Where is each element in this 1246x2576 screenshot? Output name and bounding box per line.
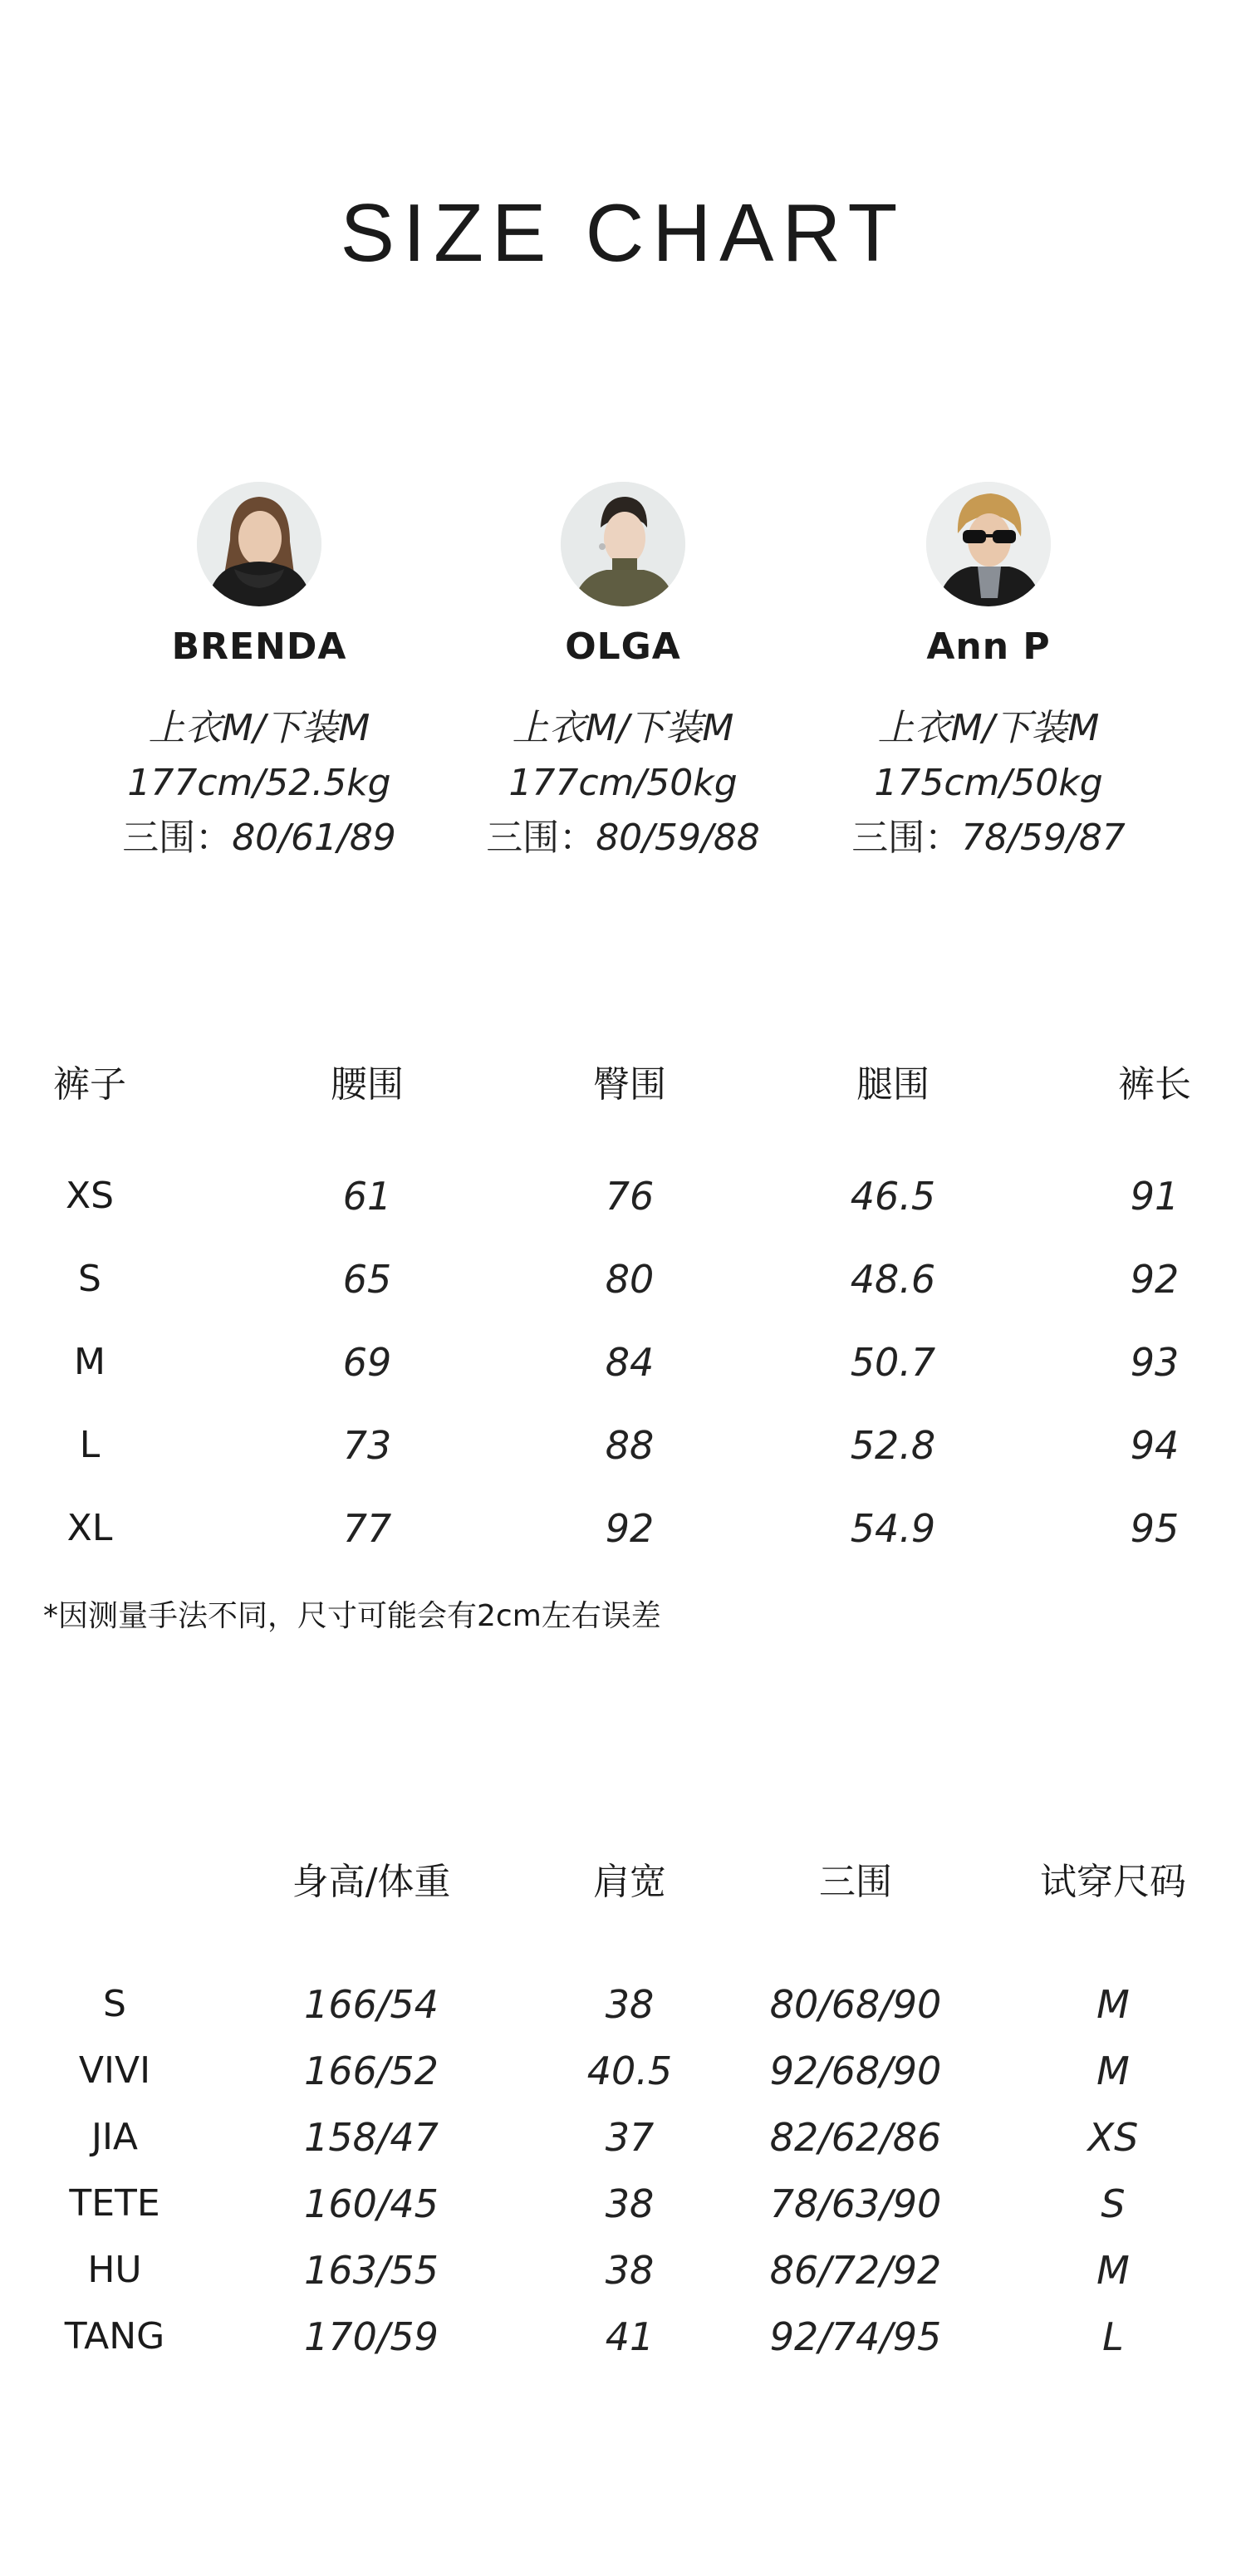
measure-label: 三围：	[851, 817, 962, 859]
model-height-weight: 175cm/50kg	[874, 762, 1103, 804]
table-cell: 77	[342, 1506, 392, 1551]
model-photo-icon	[926, 482, 1051, 606]
column-header: 试穿尺码	[1040, 1861, 1186, 1903]
table-cell: 92	[605, 1506, 655, 1551]
model-height-weight: 177cm/52.5kg	[127, 762, 391, 804]
column-header: 裤长	[1118, 1063, 1191, 1106]
model-name: OLGA	[565, 626, 681, 668]
table-cell: 92/68/90	[769, 2049, 942, 2093]
model-name: Ann P	[926, 626, 1051, 668]
table-cell: 170/59	[304, 2314, 439, 2359]
table-cell: 92	[1130, 1257, 1180, 1302]
model-photo-icon	[561, 482, 685, 606]
person-label: TANG	[64, 2315, 165, 2358]
table-cell: 84	[605, 1340, 655, 1385]
model-measurements	[76, 811, 442, 866]
model-size: 上衣M/下装M	[512, 707, 734, 749]
table-cell: 82/62/86	[769, 2115, 942, 2160]
table-cell: 37	[605, 2115, 655, 2160]
table-cell: S	[1101, 2181, 1126, 2226]
table-cell: 158/47	[304, 2115, 439, 2160]
model-measurements	[440, 811, 806, 866]
table-cell: 94	[1130, 1423, 1180, 1468]
table-cell: 69	[342, 1340, 392, 1385]
column-header: 腿围	[856, 1063, 930, 1106]
table-cell: 48.6	[850, 1257, 936, 1302]
measurement-note: *因测量手法不同，尺寸可能会有2cm左右误差	[43, 1599, 661, 1633]
page-title: SIZE CHART	[340, 187, 906, 278]
column-header: 臀围	[593, 1063, 666, 1106]
avatar	[197, 482, 321, 606]
person-label: JIA	[91, 2116, 139, 2158]
size-label: L	[79, 1424, 101, 1466]
table-cell: 38	[605, 1982, 655, 2027]
size-label: XL	[66, 1507, 113, 1549]
model-measurements	[806, 811, 1171, 866]
table-cell: 80	[605, 1257, 655, 1302]
table-cell: M	[1096, 1982, 1130, 2027]
table-cell: XS	[1087, 2115, 1139, 2160]
table-cell: 46.5	[850, 1174, 936, 1219]
table-cell: 86/72/92	[769, 2248, 942, 2293]
table-cell: 166/54	[304, 1982, 439, 2027]
column-header: 身高/体重	[292, 1861, 451, 1903]
table-cell: 163/55	[304, 2248, 439, 2293]
table-cell: 65	[342, 1257, 392, 1302]
table-cell: M	[1096, 2049, 1130, 2093]
person-label: VIVI	[78, 2049, 151, 2092]
person-label: TETE	[69, 2182, 160, 2225]
column-header: 腰围	[331, 1063, 404, 1106]
table-cell: M	[1096, 2248, 1130, 2293]
model-card-olga	[440, 482, 806, 866]
table-cell: L	[1102, 2314, 1124, 2359]
measure-value: 78/59/87	[961, 817, 1126, 859]
table-cell: 80/68/90	[769, 1982, 942, 2027]
table-cell: 78/63/90	[769, 2181, 942, 2226]
table-cell: 76	[605, 1174, 655, 1219]
measure-value: 80/59/88	[596, 817, 760, 859]
column-header: 三围	[819, 1861, 892, 1903]
measure-label: 三围：	[122, 817, 233, 859]
table-cell: 38	[605, 2181, 655, 2226]
table-cell: 50.7	[850, 1340, 936, 1385]
table-cell: 52.8	[850, 1423, 936, 1468]
table-cell: 93	[1130, 1340, 1180, 1385]
column-header: 裤子	[53, 1063, 126, 1106]
table-cell: 88	[605, 1423, 655, 1468]
model-name: BRENDA	[171, 626, 347, 668]
table-cell: 73	[342, 1423, 392, 1468]
size-label: S	[78, 1258, 101, 1300]
model-card-ann-p	[806, 482, 1171, 866]
model-height-weight: 177cm/50kg	[508, 762, 738, 804]
table-cell: 41	[605, 2314, 655, 2359]
column-header: 肩宽	[593, 1861, 666, 1903]
avatar	[926, 482, 1051, 606]
person-label: S	[103, 1983, 126, 2025]
table-cell: 92/74/95	[769, 2314, 942, 2359]
person-label: HU	[87, 2249, 142, 2291]
table-cell: 166/52	[304, 2049, 439, 2093]
table-cell: 38	[605, 2248, 655, 2293]
table-cell: 40.5	[586, 2049, 673, 2093]
model-card-brenda	[76, 482, 442, 866]
table-cell: 95	[1130, 1506, 1180, 1551]
table-cell: 61	[342, 1174, 392, 1219]
model-photo-icon	[197, 482, 321, 606]
avatar	[561, 482, 685, 606]
table-cell: 160/45	[304, 2181, 439, 2226]
size-label: M	[74, 1341, 105, 1383]
size-label: XS	[65, 1175, 115, 1217]
table-cell: 54.9	[850, 1506, 936, 1551]
measure-label: 三围：	[486, 817, 596, 859]
table-cell: 91	[1130, 1174, 1180, 1219]
model-size: 上衣M/下装M	[148, 707, 370, 749]
model-size: 上衣M/下装M	[877, 707, 1100, 749]
measure-value: 80/61/89	[232, 817, 396, 859]
